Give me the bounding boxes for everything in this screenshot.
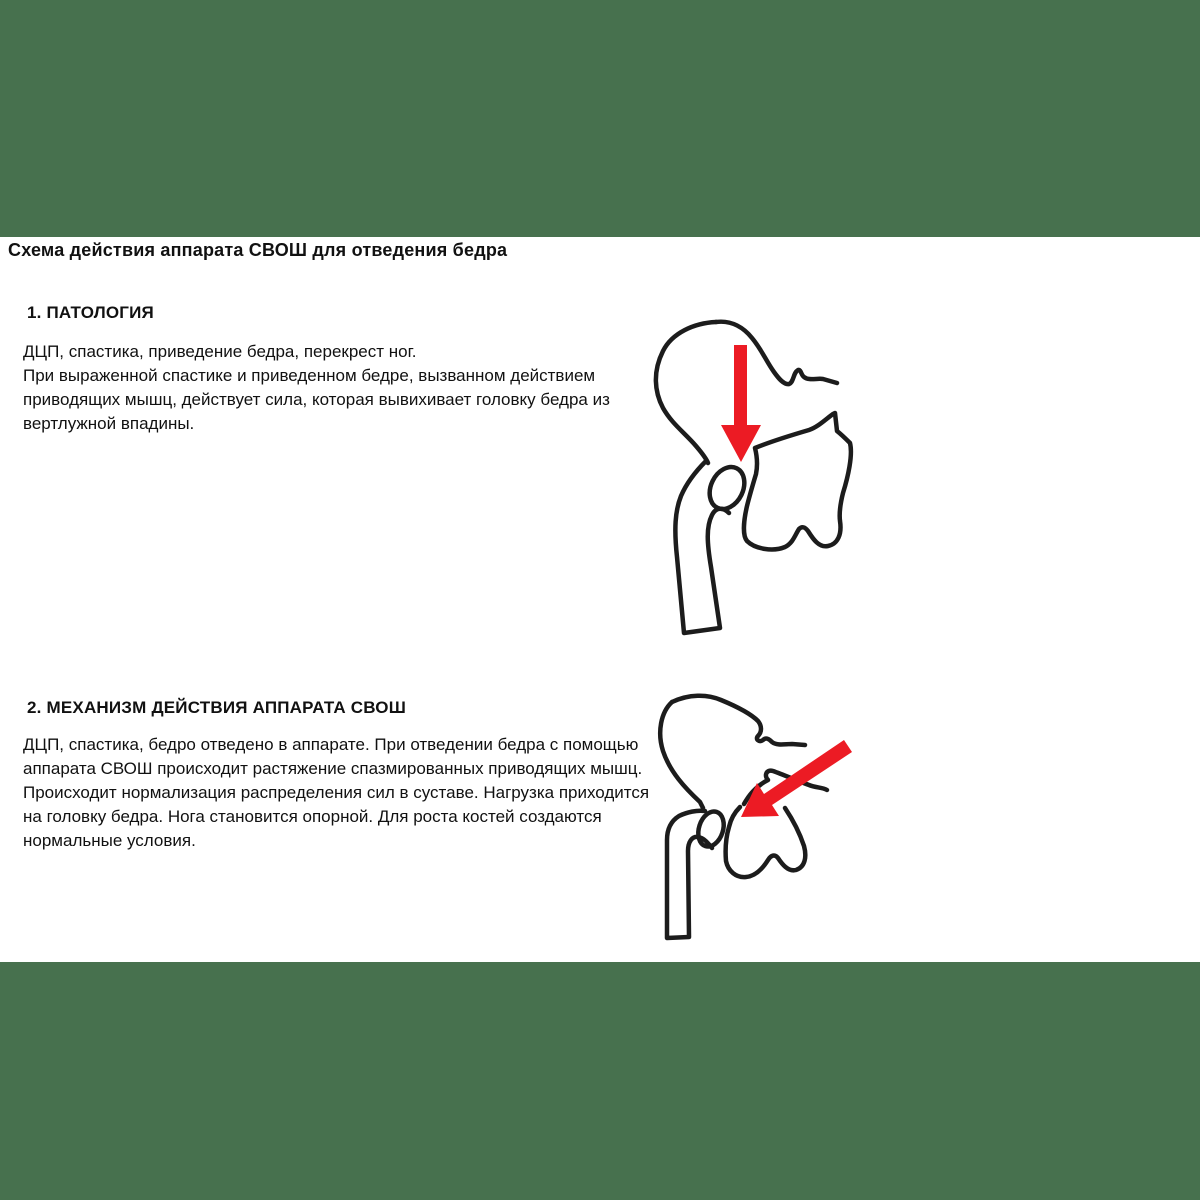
bottom-green-band bbox=[0, 962, 1200, 1200]
text-line: на головку бедра. Нога становится опорной. Для роста костей создаются bbox=[23, 807, 602, 826]
text-line: приводящих мышц, действует сила, которая вывихивает головку бедра из bbox=[23, 390, 610, 409]
top-green-band bbox=[0, 0, 1200, 237]
text-line: аппарата СВОШ происходит растяжение спазмированных приводящих мышц. bbox=[23, 759, 643, 778]
section-1-heading: 1. ПАТОЛОГИЯ bbox=[27, 303, 154, 322]
femur-outline bbox=[675, 461, 729, 633]
ischium-pubis-outline bbox=[744, 413, 851, 549]
red-arrow-down-icon bbox=[721, 345, 761, 462]
page-title: Схема действия аппарата СВОШ для отведения бедра bbox=[8, 240, 508, 260]
femoral-head-outline bbox=[703, 461, 751, 515]
text-line: ДЦП, спастика, приведение бедра, перекрест ног. bbox=[23, 342, 417, 361]
figure-hip-pathology bbox=[650, 315, 890, 650]
figure-hip-in-orthosis bbox=[645, 690, 885, 945]
iliac-wing-right-outline bbox=[672, 696, 805, 745]
text-line: нормальные условия. bbox=[23, 831, 196, 850]
femur-outline bbox=[667, 811, 712, 938]
text-line: Происходит нормализация распределения сил в суставе. Нагрузка приходится bbox=[23, 783, 650, 802]
ischium-pubis-outline bbox=[726, 807, 806, 877]
iliac-wing-left-outline bbox=[660, 702, 703, 808]
text-line: При выраженной спастике и приведенном бедре, вызванном действием bbox=[23, 366, 596, 385]
text-line: вертлужной впадины. bbox=[23, 414, 195, 433]
hip-orthosis-drawing bbox=[645, 690, 885, 945]
hip-pathology-drawing bbox=[650, 315, 890, 650]
section-1-paragraph bbox=[23, 340, 610, 436]
section-2-paragraph bbox=[23, 733, 649, 853]
text-line: ДЦП, спастика, бедро отведено в аппарате. При отведении бедра с помощью bbox=[23, 735, 639, 754]
iliac-wing-left-outline bbox=[656, 322, 716, 463]
section-2-heading: 2. МЕХАНИЗМ ДЕЙСТВИЯ АППАРАТА СВОШ bbox=[27, 698, 406, 717]
red-arrow-diagonal-icon bbox=[741, 740, 852, 817]
